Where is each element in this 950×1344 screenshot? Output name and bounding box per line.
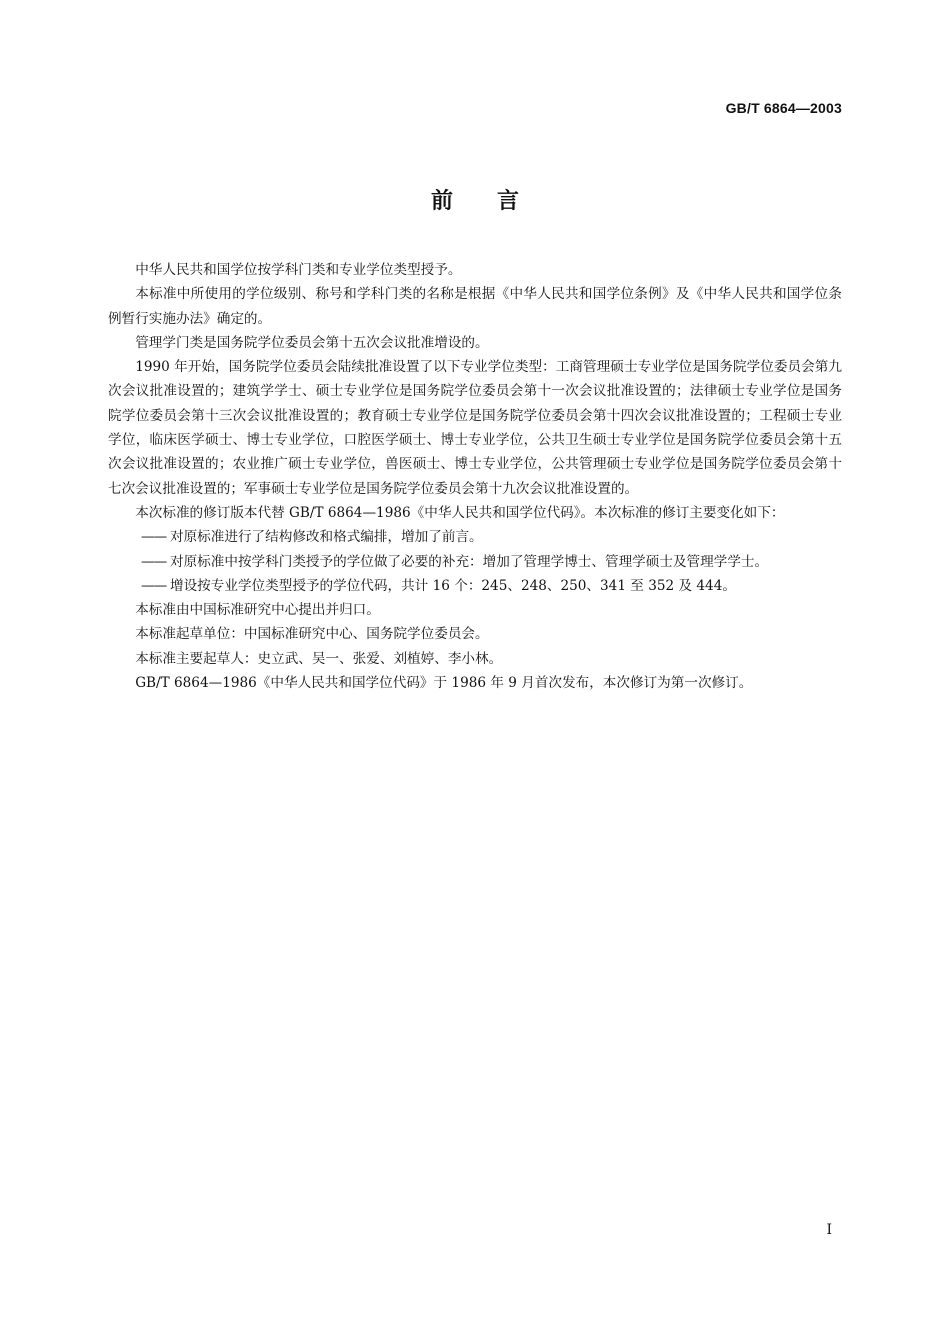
paragraph: 中华人民共和国学位按学科门类和专业学位类型授予。 (135, 262, 462, 278)
paragraph: 管理学门类是国务院学位委员会第十五次会议批准增设的。 (135, 334, 489, 351)
page-title: 前言 (430, 189, 563, 214)
change-item-text: 对原标准进行了结构修改和格式编排，增加了前言。 (170, 529, 483, 546)
paragraph: 本标准主要起草人：史立武、吴一、张爱、刘植婷、李小林。 (135, 650, 503, 667)
change-item-text: 增设按专业学位类型授予的学位代码，共计 16 个：245、248、250、341 至 352 及 444。 (170, 577, 736, 594)
foreword-body (108, 258, 842, 695)
dash-mark: —— (141, 553, 167, 570)
dash-mark: —— (141, 577, 167, 594)
paragraph: 本标准中所使用的学位级别、称号和学科门类的名称是根据《中华人民共和国学位条例》及《中华人民共和国学位条例暂行实施办法》确定的。 (108, 286, 842, 327)
change-item (108, 550, 842, 574)
change-item (108, 525, 842, 549)
change-item-text: 对原标准中按学科门类授予的学位做了必要的补充：增加了管理学博士、管理学硕士及管理学学士。 (170, 553, 769, 570)
paragraph: 1990 年开始，国务院学位委员会陆续批准设置了以下专业学位类型：工商管理硕士专业学位是国务院学位委员会第九次会议批准设置的；建筑学学士、硕士专业学位是国务院学位委员会第十一次会议批准设置的；法律硕士专业学位是国务院学位委员会第十三次会议批准设置的；教育硕士专业学位是国务院学位委员会第十四次会议批准设置的；工程硕士专业学位，临床医学硕士、博士专业学位，口腔医学硕士、博士专业学位，公共卫生硕士专业学位是国务院学位委员会第十五次会议批准设置的；农业推广硕士专业学位，兽医硕士、博士专业学位，公共管理硕士专业学位是国务院学位委员会第十七次会议批准设置的；军事硕士专业学位是国务院学位委员会第十九次会议批准设置的。 (108, 359, 842, 497)
standard-number: GB/T 6864—2003 (725, 100, 842, 116)
dash-mark: —— (141, 529, 167, 546)
page-number: I (826, 1222, 832, 1238)
change-item (108, 574, 842, 598)
paragraph: 本次标准的修订版本代替 GB/T 6864—1986《中华人民共和国学位代码》。本次标准的修订主要变化如下： (135, 504, 785, 521)
paragraph: 本标准由中国标准研究中心提出并归口。 (135, 602, 380, 619)
paragraph: 本标准起草单位：中国标准研究中心、国务院学位委员会。 (135, 626, 489, 643)
paragraph: GB/T 6864—1986《中华人民共和国学位代码》于 1986 年 9 月首次发布，本次修订为第一次修订。 (135, 675, 753, 692)
